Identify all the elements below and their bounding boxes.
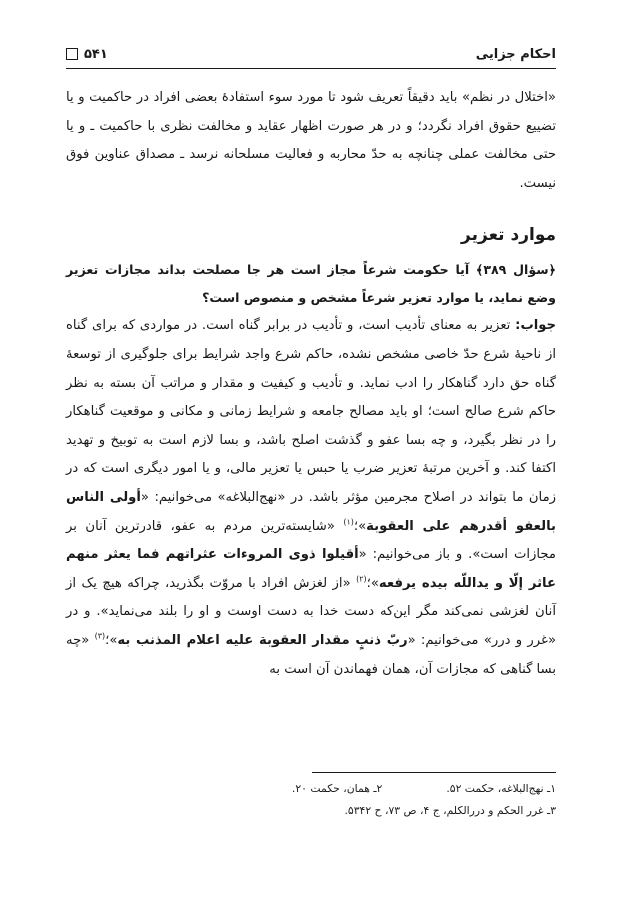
arabic-quote-2: أقیلوا ذوی المروءات عثراتهم فما یعثر منهم عاثر إلّا و یداللّه بیده یرفعه [66, 547, 556, 591]
answer-text-7: «چه بسا گناهی که مجازات آن، همان فهماندن آن است به [66, 632, 556, 677]
answer-paragraph [66, 312, 556, 684]
footnote-1: ۱ـ نهج‌البلاغه، حکمت ۵۲. [446, 782, 556, 795]
footnote-row [66, 778, 556, 800]
footnote-2: ۲ـ همان، حکمت ۲۰. [291, 782, 383, 795]
answer-text-6: »؛ [105, 632, 118, 648]
page-header [66, 42, 556, 66]
page-body [66, 84, 556, 684]
answer-text-2: »؛ [353, 518, 367, 534]
section-title: موارد تعزیر [461, 225, 556, 246]
question-389: ﴿سؤال ۳۸۹﴾ آیا حکومت شرعاً مجاز است هر جا مصلحت بداند مجازات تعزیر وضع نماید، یا موارد تعزیر شرعاً مشخص و منصوص است؟ [66, 262, 556, 306]
footnote-ref-1[interactable]: (۱) [343, 517, 354, 527]
answer-label: جواب: [515, 318, 556, 334]
page-number-block [66, 47, 108, 62]
answer-text-1: تعزیر به معنای تأدیب است، و تأدیب در برابر گناه است. در مواردی که برای گناه از ناحیهٔ شرع حدّ خاصی مشخص نشده، حاکم شرع واجد شرایط برای جلوگیری از توسعهٔ گناه حق دارد گناهکار را ادب نماید. و تأدیب و کیفیت و مقدار و مراتب آن بسته به نظر حاکم شرع صالح است؛ او باید مصالح جامعه و شرایط زمانی و مکانی و موقعیت گناهکار را در نظر بگیرد، و چه بسا عفو و گذشت اصلح باشد، و بسا لازم است به توبیخ و تهدید اکتفا کند. و آخرین مرتبهٔ تعزیر ضرب یا حبس یا تعزیر مالی، و یا امور دیگری است که در زمان ما بتواند در اصلاح مجرمین مؤثر باشد. در «نهج‌البلاغه» می‌خوانیم: « [66, 318, 556, 505]
footnotes [66, 778, 556, 822]
answer-text-4: »؛ [366, 575, 379, 591]
arabic-quote-1: أولی الناس بالعفو أقدرهم علی العقوبة [66, 489, 556, 534]
footnote-ref-3[interactable]: (۳) [94, 631, 106, 641]
square-ornament-icon [66, 48, 78, 60]
intro-paragraph: «اختلال در نظم» باید دقیقاً تعریف شود تا مورد سوء استفادهٔ بعضی افراد در حاکمیت و یا تضییع حقوق افراد نگردد؛ و در هر صورت اظهار عقاید و مخالفت نظری با حاکمیت ـ و یا حتی مخالفت عملی چنانچه به حدّ محاربه و فعالیت مسلحانه نرسد ـ مصداق عناوین فوق نیست. [66, 90, 556, 191]
header-rule [66, 68, 556, 69]
answer-text-3: «شایسته‌ترین مردم به عفو، قادرترین آنان بر مجازات است». و باز می‌خوانیم: « [66, 518, 556, 563]
running-title: احکام جزایی [475, 46, 556, 62]
footnote-3: ۳ـ غرر الحکم و دررالکلم، ج ۴، ص ۷۳، ح ۵۳۴۲. [344, 804, 556, 817]
page-number: ۵۴۱ [84, 46, 108, 62]
footnote-rule [312, 772, 556, 773]
footnote-ref-2[interactable]: (۲) [356, 574, 367, 584]
arabic-quote-3: ربّ ذنبٍ مقدار العقوبة علیه اعلام المذنب به [117, 632, 408, 648]
answer-text-5: «از لغزش افراد با مروّت بگذرید، چراکه هیچ یک از آنان لغزشی نمی‌کند مگر این‌که دست خدا به دست اوست و او را بلند می‌نماید». و در «غرر و درر» می‌خوانیم: « [66, 575, 557, 648]
